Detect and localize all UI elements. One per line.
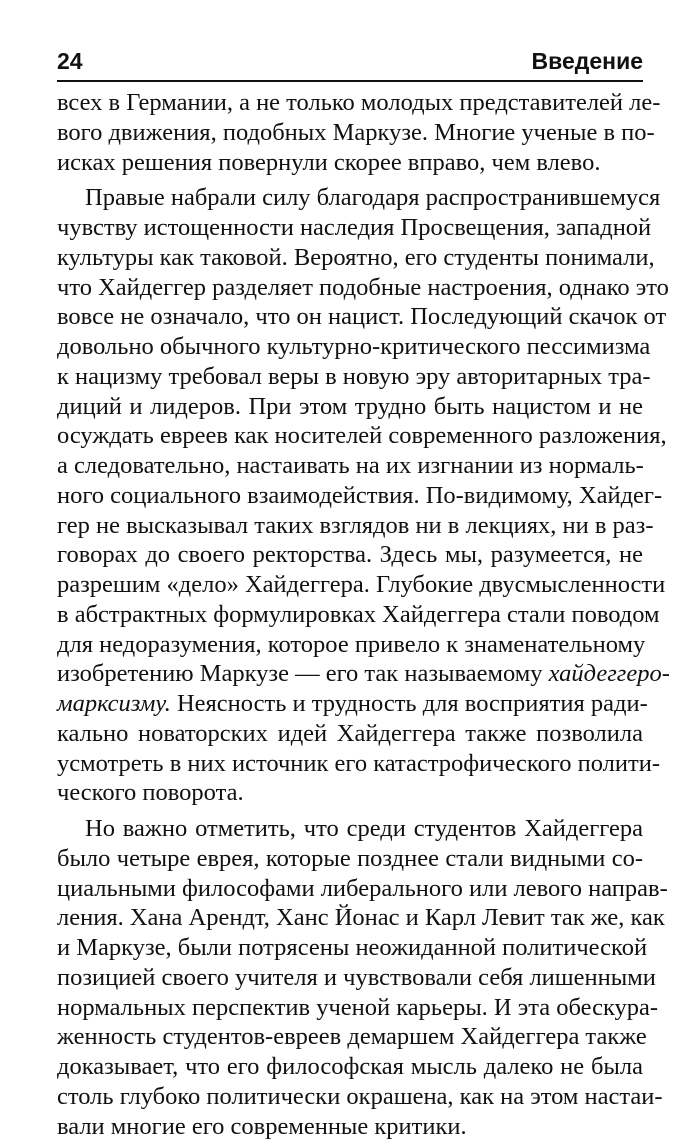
- text-line: гер не высказывал таких взглядов ни в лекциях, ни в раз-: [57, 511, 643, 541]
- text-line: женность студентов-евреев демаршем Хайдеггера также: [57, 1022, 643, 1052]
- text-line: довольно обычного культурно-критического пессимизма: [57, 332, 643, 362]
- text-line: ческого поворота.: [57, 778, 643, 808]
- paragraph-1: [57, 88, 643, 177]
- text-line: нормальных перспектив ученой карьеры. И эта обескура-: [57, 993, 643, 1023]
- text-line: ного социального взаимодействия. По-видимому, Хайдег-: [57, 481, 643, 511]
- text-line: диций и лидеров. При этом трудно быть нацистом и не: [57, 392, 643, 422]
- text-line: к нацизму требовал веры в новую эру авторитарных тра-: [57, 362, 643, 392]
- text-line: чувству истощенности наследия Просвещения, западной: [57, 213, 643, 243]
- text-line: кально новаторских идей Хайдеггера также позволила: [57, 719, 643, 749]
- text-line: что Хайдеггер разделяет подобные настроения, однако это: [57, 273, 643, 303]
- text-line: вали многие его современные критики.: [57, 1112, 643, 1141]
- text-line: в абстрактных формулировках Хайдеггера стали поводом: [57, 600, 643, 630]
- text-line: говорах до своего ректорства. Здесь мы, разумеется, не: [57, 540, 643, 570]
- header-rule: [57, 80, 643, 82]
- section-title: Введение: [532, 44, 643, 78]
- text-line: осуждать евреев как носителей современного разложения,: [57, 421, 643, 451]
- text-line: исках решения повернули скорее вправо, чем влево.: [57, 148, 643, 178]
- running-header: [57, 44, 643, 78]
- text-line: Но важно отметить, что среди студентов Хайдеггера: [57, 814, 643, 844]
- text-line: вовсе не означало, что он нацист. Последующий скачок от: [57, 302, 643, 332]
- text-line: а следовательно, настаивать на их изгнании из нормаль-: [57, 451, 643, 481]
- italic-term: хайдеггеро-: [549, 660, 670, 687]
- text-line: всех в Германии, а не только молодых представителей ле-: [57, 88, 643, 118]
- paragraph-3: [57, 814, 643, 1141]
- text-line: и Маркузе, были потрясены неожиданной политической: [57, 933, 643, 963]
- paragraph-2: [57, 183, 643, 808]
- text-line: доказывает, что его философская мысль далеко не была: [57, 1052, 643, 1082]
- text-line: позицией своего учителя и чувствовали себя лишенными: [57, 963, 643, 993]
- text-line: было четыре еврея, которые позднее стали видными со-: [57, 844, 643, 874]
- text-line-mixed: [57, 659, 643, 689]
- text-line: циальными философами либерального или левого направ-: [57, 874, 643, 904]
- text-line: разрешим «дело» Хайдеггера. Глубокие двусмысленности: [57, 570, 643, 600]
- text-line-mixed: [57, 689, 643, 719]
- body-text: [57, 88, 643, 1141]
- page-number: 24: [57, 44, 83, 78]
- text-line: ления. Хана Арендт, Ханс Йонас и Карл Левит так же, как: [57, 903, 643, 933]
- italic-term: марксизму.: [57, 690, 171, 717]
- text-line: усмотреть в них источник его катастрофического полити-: [57, 749, 643, 779]
- text-run: изобретению Маркузе — его так называемому: [57, 660, 549, 687]
- text-run: Неясность и трудность для восприятия ради-: [171, 690, 648, 717]
- text-line: столь глубоко политически окрашена, как на этом настаи-: [57, 1082, 643, 1112]
- text-line: вого движения, подобных Маркузе. Многие ученые в по-: [57, 118, 643, 148]
- text-line: Правые набрали силу благодаря распространившемуся: [57, 183, 643, 213]
- text-line: для недоразумения, которое привело к знаменательному: [57, 630, 643, 660]
- text-line: культуры как таковой. Вероятно, его студенты понимали,: [57, 243, 643, 273]
